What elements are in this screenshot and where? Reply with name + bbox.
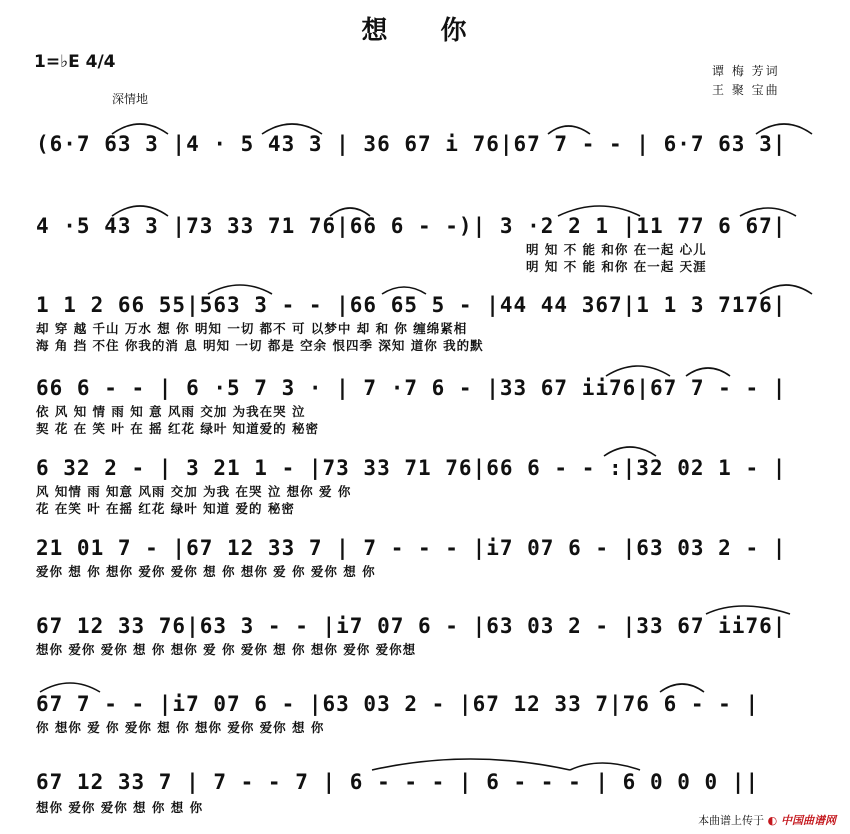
tempo-marking: 深情地 [112, 92, 149, 106]
composer-credit: 王 聚 宝曲 [712, 83, 780, 97]
notation-line: 4 ·5 43 3 |73 33 71 76|66 6 - -)| 3 ·2 2 1 |11 77 6 67| [36, 214, 787, 238]
lyric-verse-2: 海 角 挡 不住 你我的消 息 明知 一切 都是 空余 恨四季 深知 道你 我的默 [36, 338, 484, 353]
notation-line: 21 01 7 - |67 12 33 7 | 7 - - - |i7 07 6 - |63 03 2 - | [36, 536, 787, 560]
lyric-verse-1: 依 风 知 情 雨 知 意 风雨 交加 为我在哭 泣 [36, 404, 306, 419]
notation-line: 67 7 - - |i7 07 6 - |63 03 2 - |67 12 33 7|76 6 - - | [36, 692, 760, 716]
lyric-verse-2: 契 花 在 笑 叶 在 摇 红花 绿叶 知道爱的 秘密 [36, 421, 320, 436]
lyric-line: 想你 爱你 爱你 想 你 想 你 [36, 800, 204, 815]
lyric-line: 想你 爱你 爱你 想 你 想你 爱 你 爱你 想 你 想你 爱你 爱你想 [36, 642, 417, 657]
lyric-verse-2: 明 知 不 能 和你 在一起 天涯 [526, 259, 707, 274]
upload-note: 本曲谱上传于 [698, 814, 765, 827]
song-title: 想 你 [361, 16, 489, 46]
lyric-verse-1: 明 知 不 能 和你 在一起 心儿 [526, 242, 707, 257]
notation-line: 67 12 33 76|63 3 - - |i7 07 6 - |63 03 2 - |33 67 ii76| [36, 614, 787, 638]
notation-line: (6·7 63 3 |4 · 5 43 3 | 36 67 i 76|67 7 - - | 6·7 63 3| [36, 132, 787, 156]
lyric-line: 你 想你 爱 你 爱你 想 你 想你 爱你 爱你 想 你 [36, 720, 325, 735]
notation-line: 1 1 2 66 55|563 3 - - |66 65 5 - |44 44 367|1 1 3 7176| [36, 293, 787, 317]
notation-line: 6 32 2 - | 3 21 1 - |73 33 71 76|66 6 - - :|32 02 1 - | [36, 456, 787, 480]
site-logo-icon: ◐ [767, 814, 781, 827]
source-footer [698, 812, 836, 828]
notation-line: 66 6 - - | 6 ·5 7 3 · | 7 ·7 6 - |33 67 ii76|67 7 - - | [36, 376, 787, 400]
lyric-verse-1: 风 知情 雨 知意 风雨 交加 为我 在哭 泣 想你 爱 你 [36, 484, 352, 499]
lyric-line: 爱你 想 你 想你 爱你 爱你 想 你 想你 爱 你 爱你 想 你 [36, 564, 376, 579]
credits [712, 62, 780, 100]
lyric-verse-1: 却 穿 越 千山 万水 想 你 明知 一切 都不 可 以梦中 却 和 你 缠绵紧相 [36, 321, 468, 336]
notation-line: 67 12 33 7 | 7 - - 7 | 6 - - - | 6 - - - | 6 0 0 0 || [36, 770, 760, 794]
site-brand[interactable]: 中国曲谱网 [781, 814, 836, 827]
lyric-verse-2: 花 在笑 叶 在摇 红花 绿叶 知道 爱的 秘密 [36, 501, 295, 516]
key-signature: 1=♭E 4/4 [34, 52, 116, 72]
lyricist-credit: 谭 梅 芳词 [712, 64, 780, 78]
